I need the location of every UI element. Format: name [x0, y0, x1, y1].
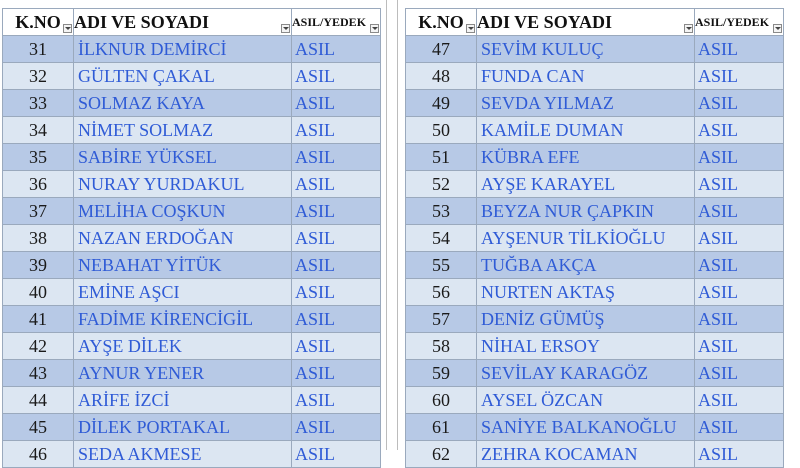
cell-status[interactable]: ASIL — [695, 279, 784, 306]
table-row — [3, 36, 381, 63]
cell-status[interactable]: ASIL — [695, 198, 784, 225]
table-row — [406, 171, 784, 198]
cell-kno[interactable]: 50 — [406, 117, 477, 144]
header-status-label: ASIL/YEDEK — [695, 15, 770, 29]
table-row — [406, 441, 784, 468]
cell-kno[interactable]: 35 — [3, 144, 74, 171]
cell-kno[interactable]: 45 — [3, 414, 74, 441]
cell-status[interactable]: ASIL — [292, 252, 381, 279]
cell-kno[interactable]: 40 — [3, 279, 74, 306]
cell-name[interactable]: NİMET SOLMAZ — [74, 117, 292, 144]
cell-name[interactable]: AYNUR YENER — [74, 360, 292, 387]
cell-kno[interactable]: 52 — [406, 171, 477, 198]
cell-status[interactable]: ASIL — [292, 171, 381, 198]
left-roster-body — [3, 36, 381, 468]
cell-kno[interactable]: 57 — [406, 306, 477, 333]
cell-status[interactable]: ASIL — [695, 333, 784, 360]
cell-kno[interactable]: 37 — [3, 198, 74, 225]
cell-name[interactable]: NURTEN AKTAŞ — [477, 279, 695, 306]
cell-status[interactable]: ASIL — [695, 306, 784, 333]
table-row — [3, 171, 381, 198]
cell-name[interactable]: AYSEL ÖZCAN — [477, 387, 695, 414]
cell-status[interactable]: ASIL — [292, 387, 381, 414]
cell-status[interactable]: ASIL — [695, 360, 784, 387]
cell-status[interactable]: ASIL — [292, 333, 381, 360]
table-row — [3, 252, 381, 279]
filter-dropdown-icon[interactable] — [281, 24, 290, 33]
cell-status[interactable]: ASIL — [695, 225, 784, 252]
cell-status[interactable]: ASIL — [292, 198, 381, 225]
header-kno-label: K.NO — [418, 12, 464, 32]
cell-kno[interactable]: 62 — [406, 441, 477, 468]
cell-status[interactable]: ASIL — [695, 63, 784, 90]
table-row — [406, 306, 784, 333]
table-row — [406, 225, 784, 252]
cell-kno[interactable]: 58 — [406, 333, 477, 360]
cell-status[interactable]: ASIL — [292, 225, 381, 252]
cell-kno[interactable]: 34 — [3, 117, 74, 144]
left-roster-table — [2, 8, 381, 468]
cell-kno[interactable]: 59 — [406, 360, 477, 387]
header-name-label: ADI VE SOYADI — [477, 12, 613, 32]
table-row — [3, 333, 381, 360]
table-row — [406, 198, 784, 225]
cell-status[interactable]: ASIL — [292, 441, 381, 468]
table-row — [406, 414, 784, 441]
table-row — [406, 252, 784, 279]
header-name-label: ADI VE SOYADI — [74, 12, 210, 32]
right-header-row — [406, 9, 784, 36]
table-row — [406, 144, 784, 171]
cell-kno[interactable]: 48 — [406, 63, 477, 90]
cell-name[interactable]: BEYZA NUR ÇAPKIN — [477, 198, 695, 225]
table-row — [3, 441, 381, 468]
table-row — [3, 144, 381, 171]
cell-kno[interactable]: 53 — [406, 198, 477, 225]
table-row — [406, 387, 784, 414]
header-kno-label: K.NO — [15, 12, 61, 32]
cell-name[interactable]: AYŞE KARAYEL — [477, 171, 695, 198]
table-row — [406, 360, 784, 387]
cell-status[interactable]: ASIL — [292, 117, 381, 144]
header-kno — [3, 9, 74, 36]
cell-name[interactable]: SANİYE BALKANOĞLU — [477, 414, 695, 441]
table-row — [3, 225, 381, 252]
header-name — [477, 9, 695, 36]
cell-name[interactable]: FUNDA CAN — [477, 63, 695, 90]
cell-status[interactable]: ASIL — [292, 360, 381, 387]
cell-name[interactable]: TUĞBA AKÇA — [477, 252, 695, 279]
cell-status[interactable]: ASIL — [292, 36, 381, 63]
cell-name[interactable]: NAZAN ERDOĞAN — [74, 225, 292, 252]
table-row — [3, 387, 381, 414]
header-status — [292, 9, 381, 36]
filter-dropdown-icon[interactable] — [684, 24, 693, 33]
cell-kno[interactable]: 49 — [406, 90, 477, 117]
cell-name[interactable]: İLKNUR DEMİRCİ — [74, 36, 292, 63]
cell-status[interactable]: ASIL — [695, 90, 784, 117]
cell-name[interactable]: SEDA AKMESE — [74, 441, 292, 468]
cell-status[interactable]: ASIL — [695, 252, 784, 279]
cell-status[interactable]: ASIL — [695, 144, 784, 171]
cell-name[interactable]: MELİHA COŞKUN — [74, 198, 292, 225]
left-header-row — [3, 9, 381, 36]
right-roster-body — [406, 36, 784, 468]
filter-dropdown-icon[interactable] — [370, 24, 379, 33]
cell-status[interactable]: ASIL — [695, 414, 784, 441]
cell-kno[interactable]: 43 — [3, 360, 74, 387]
table-row — [406, 279, 784, 306]
cell-kno[interactable]: 42 — [3, 333, 74, 360]
cell-status[interactable]: ASIL — [292, 90, 381, 117]
cell-kno[interactable]: 51 — [406, 144, 477, 171]
table-row — [3, 414, 381, 441]
table-row — [3, 117, 381, 144]
header-kno — [406, 9, 477, 36]
cell-kno[interactable]: 55 — [406, 252, 477, 279]
cell-kno[interactable]: 60 — [406, 387, 477, 414]
cell-name[interactable]: ZEHRA KOCAMAN — [477, 441, 695, 468]
cell-status[interactable]: ASIL — [695, 117, 784, 144]
cell-name[interactable]: SEVİLAY KARAGÖZ — [477, 360, 695, 387]
cell-status[interactable]: ASIL — [292, 306, 381, 333]
sheet-divider — [386, 0, 387, 450]
header-status — [695, 9, 784, 36]
table-row — [406, 90, 784, 117]
cell-kno[interactable]: 33 — [3, 90, 74, 117]
table-row — [3, 279, 381, 306]
cell-kno[interactable]: 39 — [3, 252, 74, 279]
cell-name[interactable]: DİLEK PORTAKAL — [74, 414, 292, 441]
cell-kno[interactable]: 41 — [3, 306, 74, 333]
table-row — [3, 360, 381, 387]
cell-name[interactable]: NEBAHAT YİTÜK — [74, 252, 292, 279]
cell-name[interactable]: AYŞENUR TİLKİOĞLU — [477, 225, 695, 252]
cell-kno[interactable]: 38 — [3, 225, 74, 252]
header-status-label: ASIL/YEDEK — [292, 15, 367, 29]
table-row — [406, 333, 784, 360]
cell-name[interactable]: FADİME KİRENCİGİL — [74, 306, 292, 333]
cell-status[interactable]: ASIL — [695, 171, 784, 198]
cell-status[interactable]: ASIL — [695, 387, 784, 414]
cell-status[interactable]: ASIL — [292, 414, 381, 441]
filter-dropdown-icon[interactable] — [466, 24, 475, 33]
cell-status[interactable]: ASIL — [292, 63, 381, 90]
cell-name[interactable]: SEVİM KULUÇ — [477, 36, 695, 63]
cell-status[interactable]: ASIL — [292, 144, 381, 171]
cell-kno[interactable]: 47 — [406, 36, 477, 63]
cell-name[interactable]: NURAY YURDAKUL — [74, 171, 292, 198]
cell-name[interactable]: KÜBRA EFE — [477, 144, 695, 171]
table-row — [3, 306, 381, 333]
cell-name[interactable]: EMİNE AŞCI — [74, 279, 292, 306]
cell-name[interactable]: GÜLTEN ÇAKAL — [74, 63, 292, 90]
cell-kno[interactable]: 61 — [406, 414, 477, 441]
cell-kno[interactable]: 44 — [3, 387, 74, 414]
cell-kno[interactable]: 36 — [3, 171, 74, 198]
filter-dropdown-icon[interactable] — [773, 24, 782, 33]
cell-kno[interactable]: 31 — [3, 36, 74, 63]
table-row — [406, 36, 784, 63]
right-roster-table — [405, 8, 784, 468]
table-row — [406, 63, 784, 90]
table-row — [3, 90, 381, 117]
cell-name[interactable]: ARİFE İZCİ — [74, 387, 292, 414]
table-row — [3, 63, 381, 90]
cell-name[interactable]: KAMİLE DUMAN — [477, 117, 695, 144]
cell-kno[interactable]: 56 — [406, 279, 477, 306]
cell-name[interactable]: DENİZ GÜMÜŞ — [477, 306, 695, 333]
cell-name[interactable]: AYŞE DİLEK — [74, 333, 292, 360]
cell-kno[interactable]: 32 — [3, 63, 74, 90]
filter-dropdown-icon[interactable] — [63, 24, 72, 33]
cell-name[interactable]: SOLMAZ KAYA — [74, 90, 292, 117]
cell-status[interactable]: ASIL — [292, 279, 381, 306]
cell-kno[interactable]: 54 — [406, 225, 477, 252]
cell-status[interactable]: ASIL — [695, 441, 784, 468]
header-name — [74, 9, 292, 36]
table-row — [3, 198, 381, 225]
table-row — [406, 117, 784, 144]
cell-status[interactable]: ASIL — [695, 36, 784, 63]
sheet-divider — [397, 0, 398, 450]
cell-name[interactable]: SABİRE YÜKSEL — [74, 144, 292, 171]
cell-name[interactable]: NİHAL ERSOY — [477, 333, 695, 360]
cell-name[interactable]: SEVDA YILMAZ — [477, 90, 695, 117]
cell-kno[interactable]: 46 — [3, 441, 74, 468]
